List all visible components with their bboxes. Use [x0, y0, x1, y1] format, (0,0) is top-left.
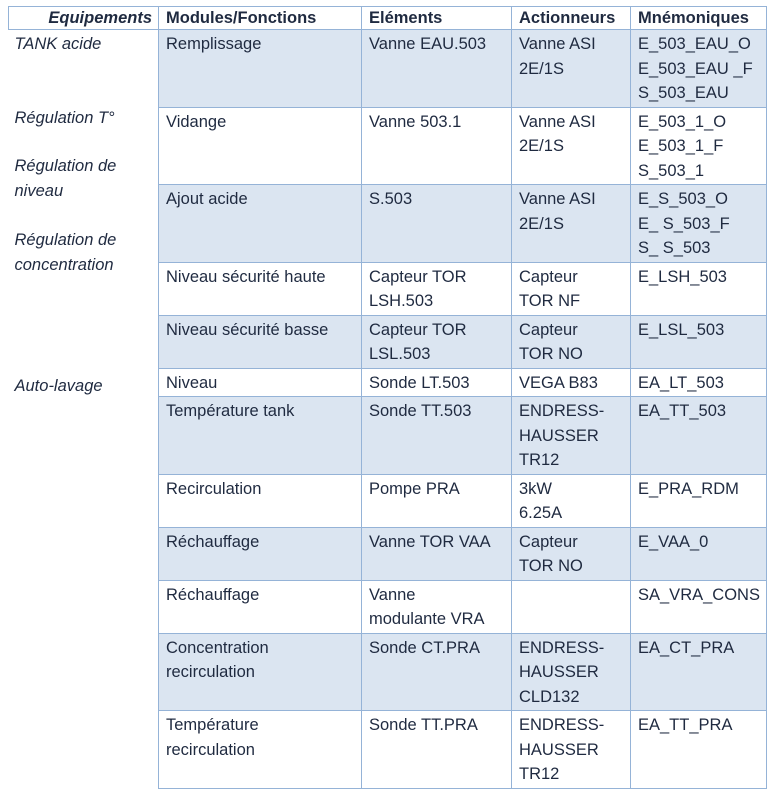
cell-line: ENDRESS- [519, 402, 605, 420]
cell-line: 3kW [519, 479, 552, 498]
cell-line: Remplissage [166, 35, 262, 53]
cell-line: TR12 [519, 451, 560, 469]
equipement-label [15, 228, 117, 277]
cell-line: E_PRA_RDM [638, 479, 739, 498]
header-elements: Eléments [362, 7, 512, 30]
cell-line: LSH.503 [369, 292, 434, 310]
cell-line: VEGA B83 [519, 373, 598, 392]
actionneur-cell [512, 185, 631, 263]
cell-line: Vanne ASI [519, 112, 596, 131]
actionneur-cell [512, 580, 631, 633]
mnemonique-cell [631, 474, 767, 527]
module-cell [159, 711, 362, 789]
module-cell [159, 633, 362, 711]
cell-line: E_503_1_O [638, 112, 727, 131]
header-row [9, 7, 767, 30]
cell-line: Vanne [369, 585, 416, 604]
cell-line: TR12 [519, 765, 560, 783]
element-cell [362, 315, 512, 368]
cell-line: Sonde TT.PRA [369, 716, 478, 734]
cell-line: Capteur [519, 320, 578, 339]
cell-line: EA_LT_503 [638, 373, 724, 392]
cell-line: Capteur [519, 532, 578, 551]
module-cell [159, 30, 362, 108]
cell-line: Capteur TOR [369, 267, 467, 286]
module-cell [159, 474, 362, 527]
equipement-line: TANK acide [14, 35, 102, 53]
module-cell [159, 527, 362, 580]
cell-line: TOR NF [519, 292, 581, 310]
equipement-line: niveau [14, 181, 64, 200]
equipement-line: Régulation de [14, 157, 117, 175]
cell-line: recirculation [166, 740, 255, 759]
cell-line: E_VAA_0 [638, 532, 709, 551]
cell-line: Vanne ASI [519, 35, 596, 53]
cell-line: E_S_503_O [638, 190, 728, 208]
mnemonique-cell [631, 580, 767, 633]
cell-line: S.503 [369, 190, 413, 208]
header-modules-fonctions: Modules/Fonctions [159, 7, 362, 30]
module-cell [159, 262, 362, 315]
cell-line: ENDRESS- [519, 638, 605, 657]
cell-line: Ajout acide [166, 190, 248, 208]
element-cell [362, 580, 512, 633]
equipement-label [15, 374, 103, 399]
cell-line: Réchauffage [166, 585, 260, 604]
cell-line: HAUSSER [519, 426, 599, 445]
cell-line: E_LSH_503 [638, 267, 727, 286]
cell-line: 6.25A [519, 504, 563, 522]
cell-line: Température [166, 716, 259, 734]
module-cell [159, 580, 362, 633]
cell-line: Niveau [166, 373, 218, 392]
cell-line: ENDRESS- [519, 716, 605, 734]
cell-line: E_503_1_F [638, 137, 724, 155]
element-cell [362, 368, 512, 397]
table-header [9, 7, 767, 30]
cell-line: HAUSSER [519, 663, 599, 681]
cell-line: E_ S_503_F [638, 214, 730, 233]
mnemonique-cell [631, 527, 767, 580]
actionneur-cell [512, 474, 631, 527]
mnemonique-cell [631, 315, 767, 368]
cell-line: EA_TT_PRA [638, 716, 733, 734]
equipement-line: concentration [14, 255, 114, 274]
equipement-line: Régulation de [14, 231, 117, 249]
cell-line: S_503_EAU [638, 84, 729, 102]
cell-line: Pompe PRA [369, 479, 460, 498]
header-equipements: Equipements [9, 7, 159, 30]
actionneur-cell [512, 262, 631, 315]
cell-line: Température tank [166, 402, 295, 420]
cell-line: TOR NO [519, 345, 583, 363]
element-cell [362, 633, 512, 711]
cell-line: Vanne ASI [519, 190, 596, 208]
mnemonique-cell [631, 711, 767, 789]
cell-line: HAUSSER [519, 740, 599, 759]
equipment-table [8, 6, 767, 789]
module-cell [159, 185, 362, 263]
mnemonique-cell [631, 262, 767, 315]
cell-line: E_LSL_503 [638, 320, 725, 339]
cell-line: Vanne 503.1 [369, 112, 462, 131]
header-actionneurs: Actionneurs [512, 7, 631, 30]
equipements-column [9, 30, 159, 789]
element-cell [362, 397, 512, 475]
table-row [9, 30, 767, 108]
cell-line: 2E/1S [519, 59, 564, 78]
cell-line: 2E/1S [519, 137, 564, 155]
equipement-label [15, 106, 115, 131]
actionneur-cell [512, 30, 631, 108]
cell-line: Vanne TOR VAA [369, 532, 491, 551]
cell-line: Sonde LT.503 [369, 373, 470, 392]
mnemonique-cell [631, 30, 767, 108]
actionneur-cell [512, 107, 631, 185]
actionneur-cell [512, 315, 631, 368]
cell-line: Capteur [519, 267, 578, 286]
mnemonique-cell [631, 107, 767, 185]
cell-line: recirculation [166, 663, 255, 681]
header-mnemoniques: Mnémoniques [631, 7, 767, 30]
equipement-line: Régulation T° [14, 109, 115, 127]
cell-line: CLD132 [519, 687, 580, 706]
actionneur-cell [512, 633, 631, 711]
mnemonique-cell [631, 633, 767, 711]
cell-line: Niveau sécurité haute [166, 267, 326, 286]
module-cell [159, 397, 362, 475]
element-cell [362, 474, 512, 527]
element-cell [362, 527, 512, 580]
element-cell [362, 185, 512, 263]
element-cell [362, 30, 512, 108]
table-body [9, 30, 767, 789]
equipement-label [15, 154, 117, 203]
module-cell [159, 107, 362, 185]
cell-line: Capteur TOR [369, 320, 467, 339]
cell-line: Concentration [166, 638, 269, 657]
cell-line: Vanne EAU.503 [369, 35, 487, 53]
equipement-label [15, 32, 102, 57]
cell-line: Vidange [166, 112, 227, 131]
cell-line: SA_VRA_CONS [638, 585, 760, 604]
module-cell [159, 368, 362, 397]
cell-line: E_503_EAU_O [638, 35, 751, 53]
actionneur-cell [512, 397, 631, 475]
element-cell [362, 107, 512, 185]
actionneur-cell [512, 711, 631, 789]
cell-line: modulante VRA [369, 610, 485, 628]
cell-line: TOR NO [519, 557, 583, 575]
element-cell [362, 711, 512, 789]
module-cell [159, 315, 362, 368]
element-cell [362, 262, 512, 315]
mnemonique-cell [631, 397, 767, 475]
cell-line: 2E/1S [519, 214, 564, 233]
cell-line: Niveau sécurité basse [166, 320, 329, 339]
mnemonique-cell [631, 185, 767, 263]
mnemonique-cell [631, 368, 767, 397]
cell-line: S_503_1 [638, 161, 705, 180]
cell-line: Sonde CT.PRA [369, 638, 480, 657]
cell-line: Réchauffage [166, 532, 260, 551]
cell-line: EA_TT_503 [638, 402, 727, 420]
cell-line: Recirculation [166, 479, 262, 498]
cell-line: E_503_EAU _F [638, 59, 753, 78]
cell-line: EA_CT_PRA [638, 638, 735, 657]
equipement-line: Auto-lavage [14, 377, 103, 395]
cell-line: LSL.503 [369, 345, 431, 363]
actionneur-cell [512, 527, 631, 580]
cell-line: S_ S_503 [638, 239, 711, 257]
actionneur-cell [512, 368, 631, 397]
cell-line: Sonde TT.503 [369, 402, 472, 420]
